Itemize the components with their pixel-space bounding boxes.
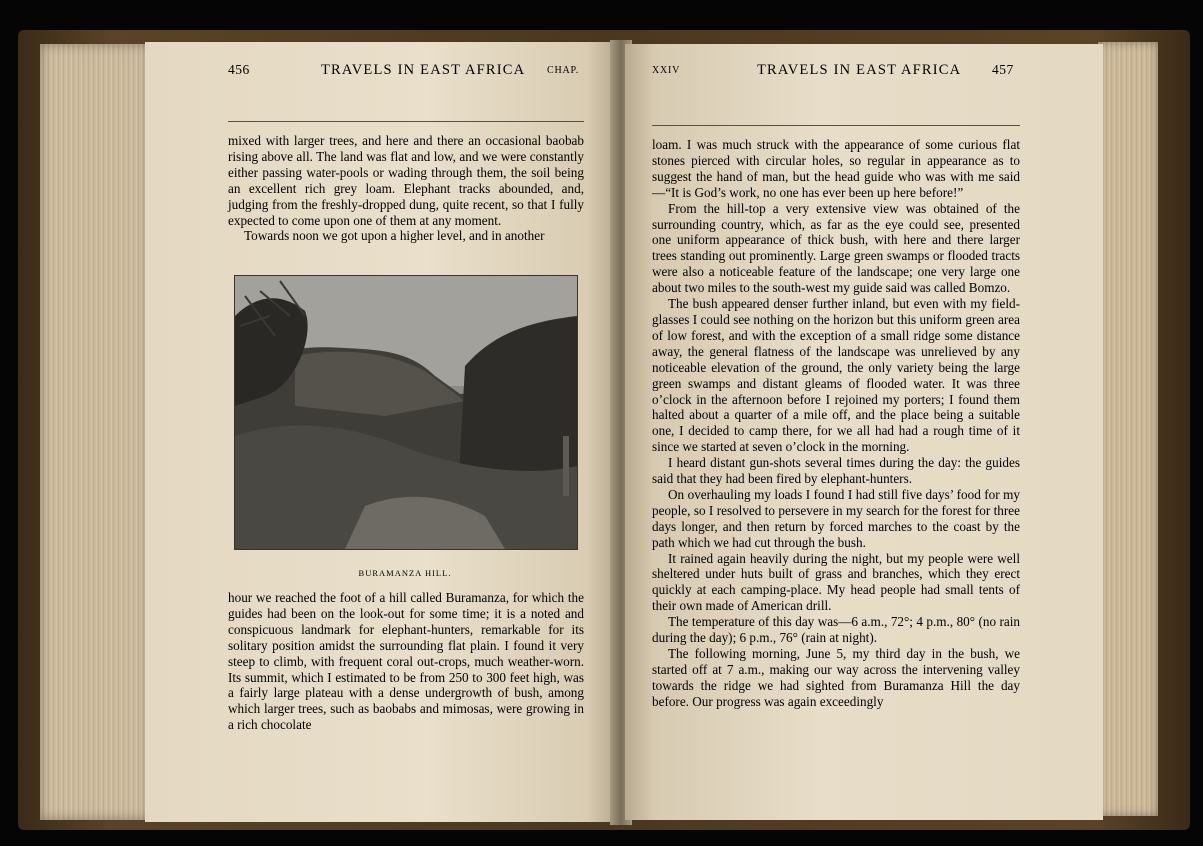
left-paragraph-2: Towards noon we got upon a higher level, and in another <box>244 228 545 244</box>
left-chapter-marker: CHAP. <box>547 65 580 76</box>
right-paragraph-1: loam. I was much struck with the appearance of some curious flat stones pierced with circular holes, so regular in appearance as to suggest the hand of man, but the head guide who was with me said—“It is God’s work, no one has ever been up here before!” <box>652 137 1020 200</box>
left-paragraph-3: hour we reached the foot of a hill called Buramanza, for which the guides had been on the look-out for some time; it is a noted and conspicuous landmark for elephant-hunters, remarkable for its solitary position amidst the surrounding flat plain. I found it very steep to climb, with frequent coral out-crops, much weather-worn. Its summit, which I estimated to be from 250 to 300 feet high, was a fairly large plateau with a dense undergrowth of bush, among which larger trees, such as baobabs and mimosas, were growing in a rich chocolate <box>228 590 584 733</box>
left-header-rule <box>228 121 584 122</box>
right-chapter-marker: XXIV <box>652 65 681 76</box>
right-header-rule <box>652 125 1020 126</box>
right-page-number: 457 <box>992 62 1014 77</box>
left-paragraph-1: mixed with larger trees, and here and there an occasional baobab rising above all. The land was flat and low, and we were constantly either passing water-pools or wading through them, the soil being an excellent rich grey loam. Elephant tracks abounded, and, judging from the freshly-dropped dung, quite recent, so that I fully expected to come upon one of them at any moment. <box>228 133 584 228</box>
right-paragraph-2: From the hill-top a very extensive view was obtained of the surrounding country, which, as far as the eye could see, presented one uniform appearance of thick bush, with here and there larger trees standing out prominently. Large green swamps or flooded tracts were also a noticeable feature of the landscape; one very large one about two miles to the south-west my guide said was called Bomzo. <box>652 200 1020 296</box>
right-running-title: TRAVELS IN EAST AFRICA <box>757 62 962 78</box>
figure-caption: BURAMANZA HILL. <box>358 568 452 578</box>
left-text-top <box>228 133 584 244</box>
right-paragraph-3: The bush appeared denser further inland, but even with my field-glasses I could see nothing on the horizon but this uniform green area of low forest, and with the exception of a small ridge some distance away, the general flatness of the landscape was unrelieved by any noticeable elevation of the ground, the only variety being the large green swamps and distant gleams of flooded water. It was three o’clock in the afternoon before I rejoined my porters; I found them halted about a quarter of a mile off, and the place being a suitable one, I decided to camp there, for we all had had a rough time of it since we started at seven o’clock in the morning. <box>652 296 1020 455</box>
page-edges-right <box>1098 42 1158 816</box>
left-page-number: 456 <box>228 62 250 77</box>
left-running-title: TRAVELS IN EAST AFRICA <box>321 62 526 78</box>
page-edges-left <box>40 44 150 820</box>
right-text <box>652 137 1020 710</box>
right-paragraph-4: I heard distant gun-shots several times during the day: the guides said that they had been fired by elephant-hunters. <box>652 455 1020 487</box>
right-paragraph-6: It rained again heavily during the night, but my people were well sheltered under huts built of grass and branches, which they erect quickly at each camping-place. My head people had small tents of their own made of American drill. <box>652 550 1020 614</box>
left-text-bottom <box>228 590 584 733</box>
right-paragraph-5: On overhauling my loads I found I had still five days’ food for my people, so I resolved to persevere in my search for the forest for three days longer, and then return by forced marches to the coast by the path which we had cut through the bush. <box>652 486 1020 550</box>
buramanza-hill-photograph <box>234 275 578 550</box>
right-paragraph-7: The temperature of this day was—6 a.m., 72°; 4 p.m., 80° (no rain during the day); 6 p.m., 76° (rain at night). <box>652 614 1020 646</box>
right-paragraph-8: The following morning, June 5, my third day in the bush, we started off at 7 a.m., making our way across the intervening valley towards the ridge we had sighted from Buramanza Hill the day before. Our progress was again exceedingly <box>652 646 1020 709</box>
